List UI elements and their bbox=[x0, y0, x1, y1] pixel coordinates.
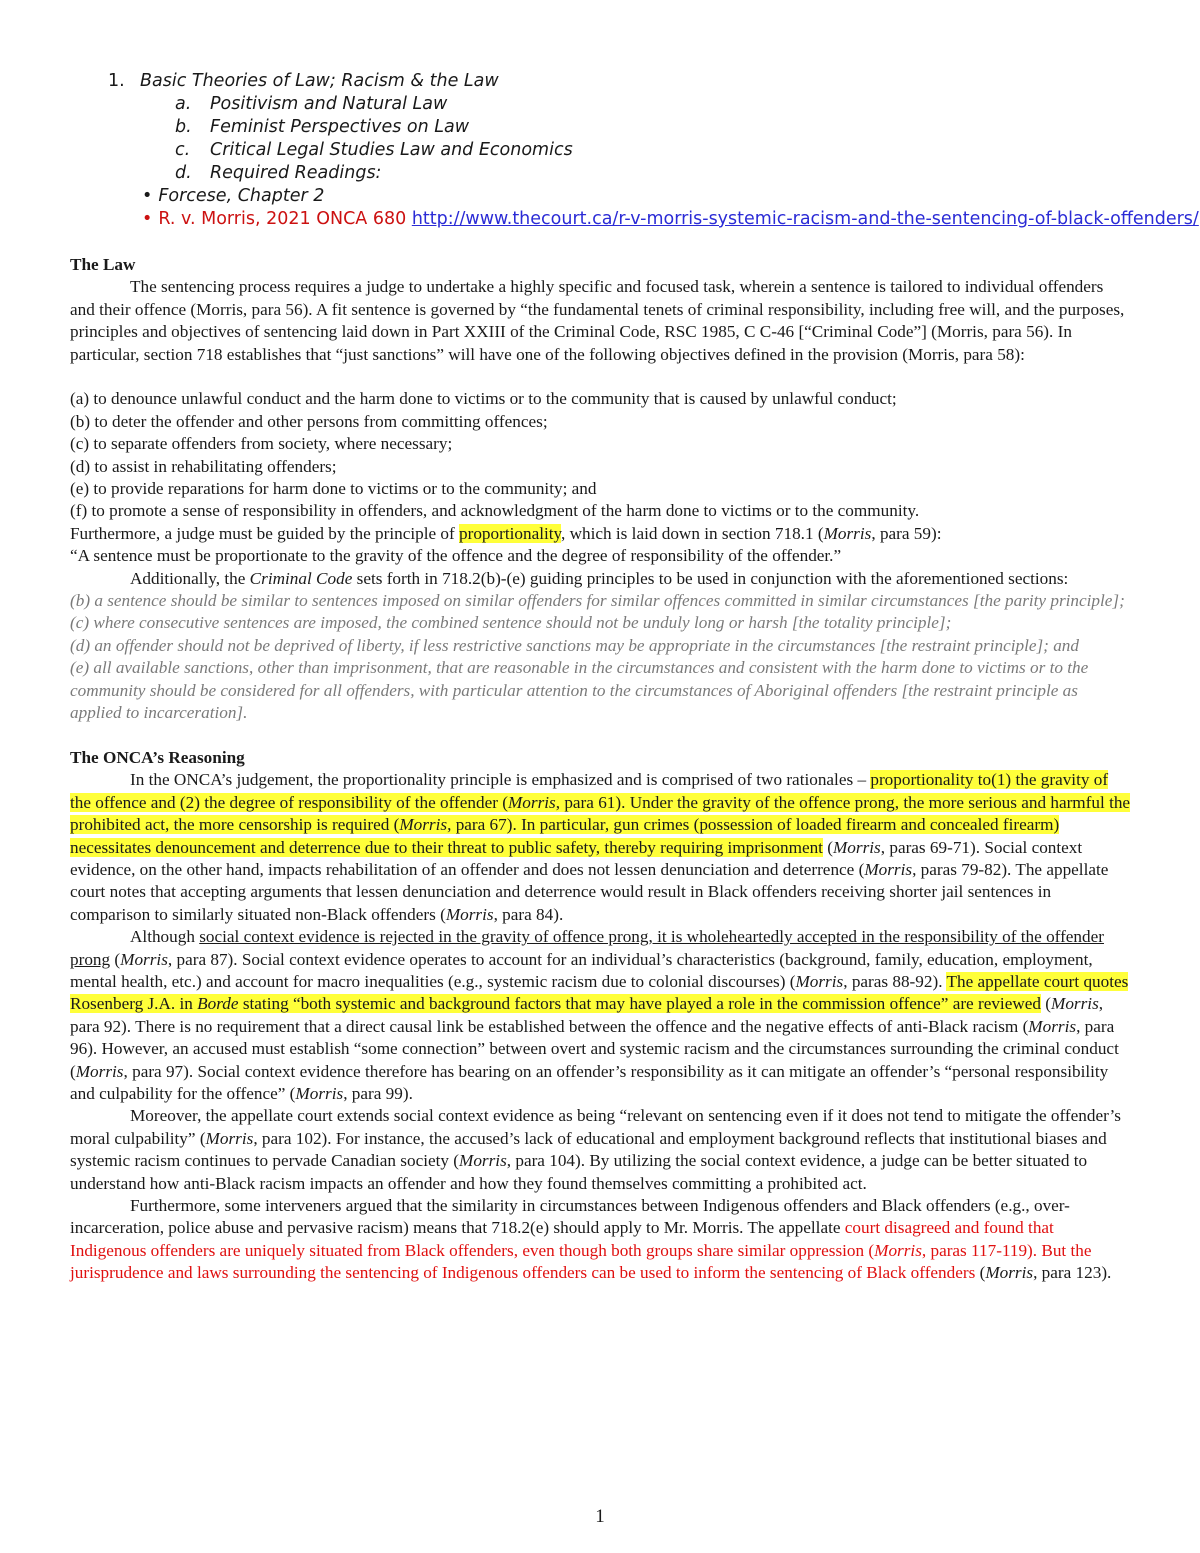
paragraph: The sentencing process requires a judge to undertake a highly specific and focused task, wherein a sentence is tailored to individual offenders and their offence (Morris, para 56). A fit sentence is governed by “the fundamental tenets of criminal responsibility, including free will, and the purposes, principles and objectives of sentencing laid down in Part XXIII of the Criminal Code, RSC 1985, C C-46 [“Criminal Code”] (Morris, para 56). In particular, section 718 establishes that “just sanctions” will have one of the following objectives defined in the provision (Morris, para 58): bbox=[70, 277, 1125, 364]
outline-subitem bbox=[0, 93, 1200, 116]
reading-text: R. v. Morris, 2021 ONCA 680 bbox=[158, 209, 407, 229]
outline-letter: c. bbox=[175, 140, 191, 160]
highlight: proportionality bbox=[459, 523, 562, 543]
outline-subitem-text: Positivism and Natural Law bbox=[210, 94, 448, 114]
paragraph: Although social context evidence is rejected in the gravity of offence prong, it is wholeheartedly accepted in the responsibility of the offender prong (Morris, para 87). Social context evidence operates to account for an individual’s characteristics (background, family, education, employment, mental health, etc.) and account for macro inequalities (e.g., systemic racism due to colonial discourses) (Morris, paras 88-92). The appellate court quotes Rosenberg J.A. in Borde stating “both systemic and background factors that may have played a role in the commission offence” are reviewed (Morris, para 92). There is no requirement that a direct causal link be established between the offence and the negative effects of anti-Black racism (Morris, para 96). However, an accused must establish “some connection” between overt and systemic racism and the circumstances surrounding the criminal conduct (Morris, para 97). Social context evidence therefore has bearing on an offender’s responsibility as it can mitigate an offender’s “personal responsibility and culpability for the offence” (Morris, para 99). bbox=[70, 927, 1129, 1103]
outline-subitem-text: Critical Legal Studies Law and Economics bbox=[210, 140, 573, 160]
document-body bbox=[70, 254, 1132, 1285]
highlight: The appellate court quotes Rosenberg J.A. in Borde stating “both systemic and background factors that may have played a role in the commission offence” are reviewed bbox=[70, 971, 1129, 1014]
outline-subitem bbox=[0, 162, 1200, 185]
reading-text: Forcese, Chapter 2 bbox=[158, 186, 325, 206]
objective-item: (a) to denounce unlawful conduct and the harm done to victims or to the community that is caused by unlawful conduct; bbox=[70, 389, 897, 409]
reading-link[interactable]: http://www.thecourt.ca/r-v-morris-systemic-racism-and-the-sentencing-of-black-offenders/ bbox=[411, 209, 1199, 229]
highlight: proportionality to(1) the gravity of the offence and (2) the degree of responsibility of the offender (Morris, para 61). Under the gravity of the offence prong, the more serious and harmful the prohibited act, the more censorship is required (Morris, para 67). In particular, gun crimes (possession of loaded firearm and concealed firearm) necessitates denouncement and deterrence due to their threat to public safety, thereby requiring imprisonment bbox=[70, 770, 1131, 857]
objective-item: (f) to promote a sense of responsibility in offenders, and acknowledgment of the harm done to victims or to the community. bbox=[70, 501, 920, 521]
outline-letter: d. bbox=[175, 163, 192, 183]
bullet-icon: • bbox=[142, 209, 153, 229]
outline-letter: b. bbox=[175, 117, 192, 137]
reading-bullet bbox=[0, 185, 1200, 208]
bullet-icon: • bbox=[142, 186, 153, 206]
paragraph: Furthermore, a judge must be guided by the principle of proportionality, which is laid down in section 718.1 (Morris, para 59): bbox=[70, 523, 942, 543]
underlined-text: social context evidence is rejected in the gravity of offence prong, it is wholeheartedly accepted in the responsibility of the offender prong bbox=[70, 927, 1104, 969]
outline-letter: a. bbox=[175, 94, 192, 114]
paragraph: In the ONCA’s judgement, the proportionality principle is emphasized and is comprised of two rationales – proportionality to(1) the gravity of the offence and (2) the degree of responsibility of the offender (Morris, para 61). Under the gravity of the offence prong, the more serious and harmful the prohibited act, the more censorship is required (Morris, para 67). In particular, gun crimes (possession of loaded firearm and concealed firearm) necessitates denouncement and deterrence due to their threat to public safety, thereby requiring imprisonment (Morris, paras 69-71). Social context evidence, on the other hand, impacts rehabilitation of an offender and does not lessen denunciation and deterrence (Morris, paras 79-82). The appellate court notes that accepting arguments that lessen denunciation and deterrence would result in Black offenders receiving shorter jail sentences in comparison to similarly situated non-Black offenders (Morris, para 84). bbox=[70, 770, 1131, 924]
outline-number: 1. bbox=[108, 71, 125, 91]
paragraph: Additionally, the Criminal Code sets forth in 718.2(b)-(e) guiding principles to be used in conjunction with the aforementioned sections: bbox=[130, 568, 1069, 588]
objective-item: (b) to deter the offender and other persons from committing offences; bbox=[70, 411, 548, 431]
topic-outline bbox=[0, 70, 1200, 231]
principle-item: (d) an offender should not be deprived of liberty, if less restrictive sanctions may be appropriate in the circumstances [the restraint principle]; and bbox=[70, 635, 1079, 655]
outline-subitem bbox=[0, 116, 1200, 139]
outline-item-1 bbox=[0, 70, 1200, 93]
paragraph: Moreover, the appellate court extends social context evidence as being “relevant on sentencing even if it does not tend to mitigate the offender’s moral culpability” (Morris, para 102). For instance, the accused’s lack of educational and employment background reflects that institutional biases and systemic racism continues to pervade Canadian society (Morris, para 104). By utilizing the social context evidence, a judge can be better situated to understand how anti-Black racism impacts an offender and how they found themselves committing a prohibited act. bbox=[70, 1106, 1121, 1193]
principle-item: (c) where consecutive sentences are imposed, the combined sentence should not be unduly long or harsh [the totality principle]; bbox=[70, 613, 952, 633]
section-heading: The ONCA’s Reasoning bbox=[70, 747, 245, 767]
reading-bullet bbox=[0, 208, 1200, 231]
outline-subitem-text: Required Readings: bbox=[210, 163, 382, 183]
outline-subitem bbox=[0, 139, 1200, 162]
page-number: 1 bbox=[595, 1506, 605, 1527]
section-heading: The Law bbox=[70, 255, 136, 274]
principle-item: (b) a sentence should be similar to sentences imposed on similar offenders for similar offences committed in similar circumstances [the parity principle]; bbox=[70, 591, 1125, 611]
objective-item: (d) to assist in rehabilitating offenders; bbox=[70, 456, 337, 476]
objective-item: (e) to provide reparations for harm done to victims or to the community; and bbox=[70, 479, 597, 499]
red-text: court disagreed and found that Indigenous offenders are uniquely situated from Black offenders, even though both groups share similar oppression (Morris, paras 117-119). But the jurisprudence and laws surrounding the sentencing of Indigenous offenders can be used to inform the sentencing of Black offenders bbox=[70, 1218, 1092, 1283]
objective-item: (c) to separate offenders from society, where necessary; bbox=[70, 434, 453, 454]
quote: “A sentence must be proportionate to the gravity of the offence and the degree of responsibility of the offender.” bbox=[70, 546, 842, 566]
outline-item-text: Basic Theories of Law; Racism & the Law bbox=[140, 71, 499, 91]
principle-item: (e) all available sanctions, other than imprisonment, that are reasonable in the circumstances and consistent with the harm done to victims or to the community should be considered for all offenders, with particular attention to the circumstances of Aboriginal offenders [the restraint principle as applied to incarceration]. bbox=[70, 658, 1089, 723]
paragraph: Furthermore, some interveners argued that the similarity in circumstances between Indigenous offenders and Black offenders (e.g., over-incarceration, police abuse and pervasive racism) means that 718.2(e) should apply to Mr. Morris. The appellate court disagreed and found that Indigenous offenders are uniquely situated from Black offenders, even though both groups share similar oppression (Morris, paras 117-119). But the jurisprudence and laws surrounding the sentencing of Indigenous offenders can be used to inform the sentencing of Black offenders (Morris, para 123). bbox=[70, 1196, 1112, 1283]
outline-subitem-text: Feminist Perspectives on Law bbox=[210, 117, 470, 137]
